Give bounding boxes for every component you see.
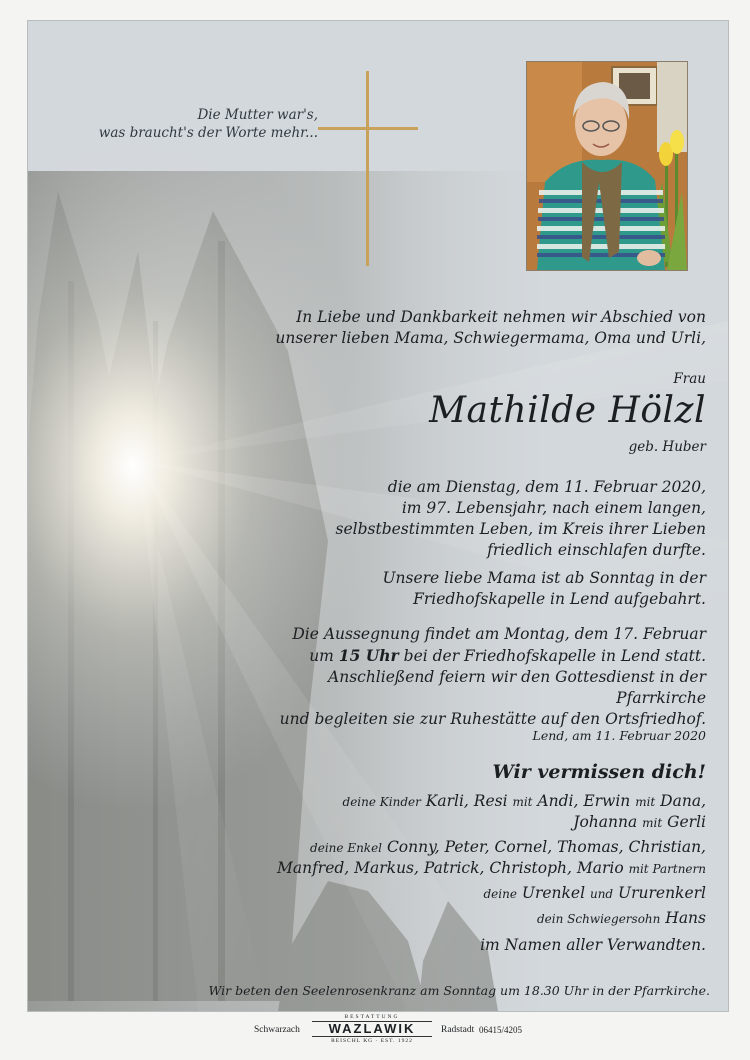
- viewing-line-2: Friedhofskapelle in Lend aufgebahrt.: [413, 590, 706, 608]
- logo-main-text: WAZLAWIK: [328, 1021, 416, 1036]
- cross-icon: [318, 71, 418, 266]
- family-grandchildren-line-2: Manfred, Markus, Patrick, Christoph, Mario mit Partnern: [276, 859, 706, 877]
- funeral-line-1: Die Aussegnung findet am Montag, dem 17. Februar: [292, 625, 706, 643]
- family-son-in-law: dein Schwiegersohn Hans: [536, 909, 706, 927]
- funeral-line-3: Anschließend feiern wir den Gottesdienst in der Pfarrkirche: [328, 668, 706, 707]
- place-date: Lend, am 11. Februar 2020: [532, 728, 706, 743]
- motto-line-1: Die Mutter war's,: [197, 107, 318, 123]
- funeral-home-footer: [0, 1014, 750, 1054]
- logo-top-text: BESTATTUNG: [312, 1014, 432, 1022]
- death-line-1: die am Dienstag, dem 11. Februar 2020,: [387, 478, 706, 496]
- family-children-line-2: Johanna mit Gerli: [573, 813, 706, 831]
- funeral-time: 15 Uhr: [338, 646, 399, 665]
- footer-left-town: Schwarzach: [254, 1025, 300, 1035]
- family-list: [246, 791, 706, 955]
- motto-quote: [88, 106, 318, 142]
- family-children-line-1: deine Kinder Karli, Resi mit Andi, Erwin mit Dana,: [342, 792, 706, 810]
- obituary-card: [27, 20, 729, 1012]
- motto-line-2: was braucht's der Worte mehr...: [98, 125, 318, 141]
- maiden-name: geb. Huber: [628, 439, 706, 455]
- funeral-line-2: um 15 Uhr bei der Friedhofskapelle in Lend statt.: [309, 646, 706, 665]
- footer-phone: 06415/4205: [479, 1025, 523, 1035]
- death-line-4: friedlich einschlafen durfte.: [487, 541, 706, 559]
- funeral-paragraph: [276, 624, 706, 730]
- deceased-name: Mathilde Hölzl: [429, 390, 706, 431]
- viewing-paragraph: [326, 568, 706, 610]
- family-relatives: im Namen aller Verwandten.: [480, 936, 706, 954]
- honorific: Frau: [673, 371, 706, 387]
- death-line-2: im 97. Lebensjahr, nach einem langen,: [401, 499, 706, 517]
- footer-right-town: Radstadt: [441, 1025, 475, 1035]
- intro-line-2: unserer lieben Mama, Schwiegermama, Oma und Urli,: [275, 329, 706, 347]
- family-great-grandchildren: deine Urenkel und Ururenkerl: [483, 884, 706, 902]
- deceased-portrait-photo: [526, 61, 688, 271]
- miss-you-heading: Wir vermissen dich!: [492, 761, 706, 783]
- rosary-announcement: Wir beten den Seelenrosenkranz am Sonntag um 18.30 Uhr in der Pfarrkirche.: [208, 983, 710, 998]
- death-line-3: selbstbestimmten Leben, im Kreis ihrer Lieben: [335, 520, 706, 538]
- viewing-line-1: Unsere liebe Mama ist ab Sonntag in der: [382, 569, 706, 587]
- funeral-line-4: und begleiten sie zur Ruhestätte auf den Ortsfriedhof.: [279, 710, 706, 728]
- intro-line-1: In Liebe und Dankbarkeit nehmen wir Abschied von: [296, 308, 706, 326]
- funeral-home-logo: [312, 1014, 432, 1044]
- logo-sub-text: REISCHL KG · EST. 1922: [312, 1036, 432, 1044]
- death-paragraph: [326, 477, 706, 561]
- intro-text: [246, 307, 706, 349]
- family-grandchildren-line-1: deine Enkel Conny, Peter, Cornel, Thomas, Christian,: [310, 838, 706, 856]
